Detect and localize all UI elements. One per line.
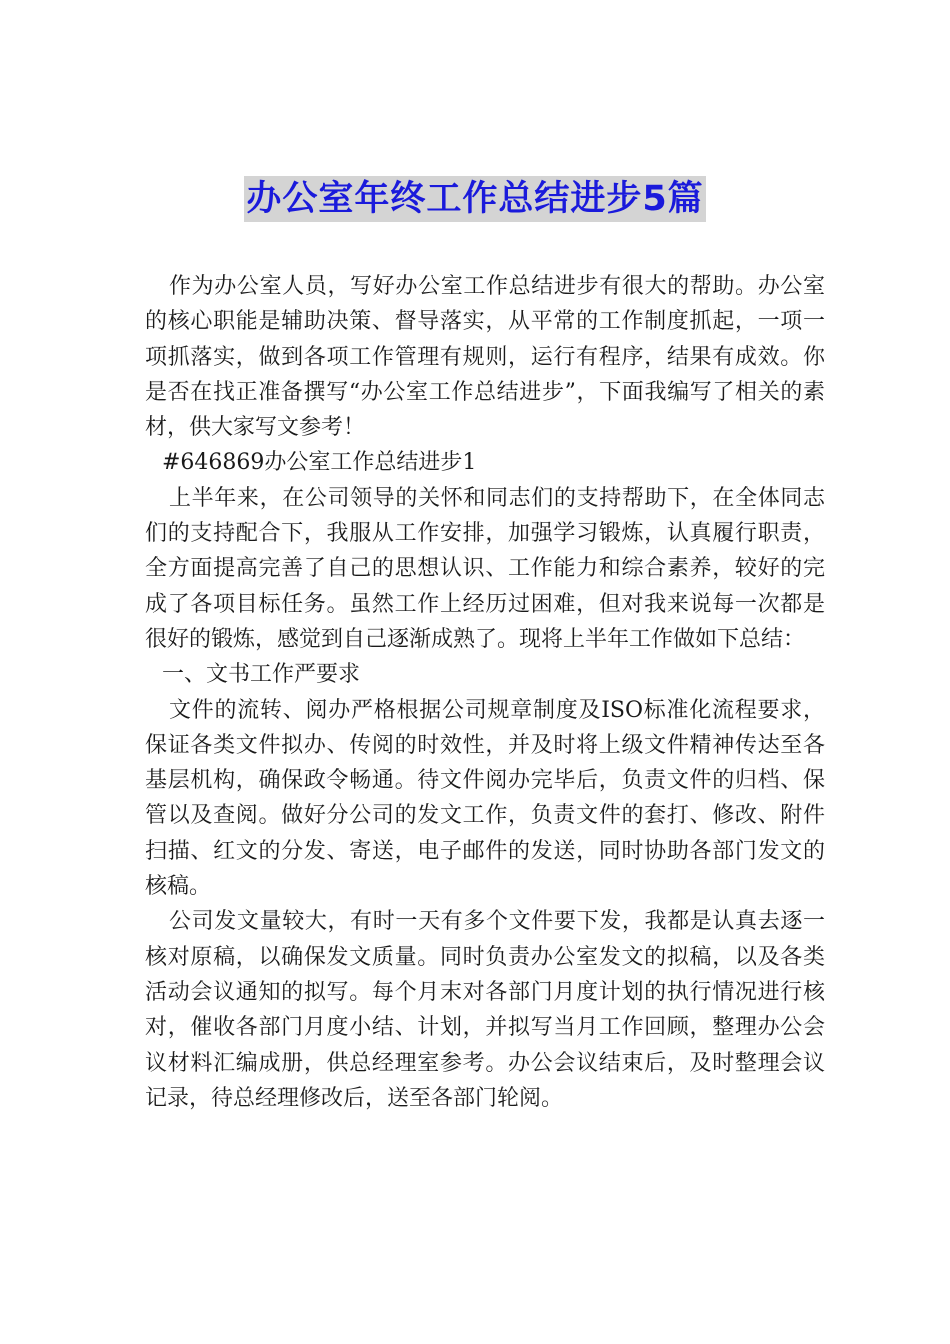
document-body: [145, 269, 825, 1116]
section-heading: #646869办公室工作总结进步1: [162, 450, 477, 476]
body-paragraph: 文件的流转、阅办严格根据公司规章制度及ISO标准化流程要求，保证各类文件拟办、传阅的时效性，并及时将上级文件精神传达至各基层机构，确保政令畅通。待文件阅办完毕后，负责文件的归档、保管以及查阅。做好分公司的发文工作，负责文件的套打、修改、附件扫描、红文的分发、寄送，电子邮件的发送，同时协助各部门发文的核稿。: [145, 697, 825, 900]
body-paragraph: 上半年来，在公司领导的关怀和同志们的支持帮助下，在全体同志们的支持配合下，我服从工作安排，加强学习锻炼，认真履行职责，全方面提高完善了自己的思想认识、工作能力和综合素养，较好的完成了各项目标任务。虽然工作上经历过困难，但对我来说每一次都是很好的锻炼，感觉到自己逐渐成熟了。现将上半年工作做如下总结：: [145, 485, 825, 652]
title-container: [0, 176, 950, 222]
body-paragraph: 公司发文量较大，有时一天有多个文件要下发，我都是认真去逐一核对原稿，以确保发文质量。同时负责办公室发文的拟稿，以及各类活动会议通知的拟写。每个月末对各部门月度计划的执行情况进行核对，催收各部门月度小结、计划，并拟写当月工作回顾，整理办公会议材料汇编成册，供总经理室参考。办公会议结束后，及时整理会议记录，待总经理修改后，送至各部门轮阅。: [145, 909, 825, 1111]
document-title: 办公室年终工作总结进步5篇: [244, 176, 705, 222]
subsection-heading: 一、文书工作严要求: [162, 662, 361, 688]
intro-paragraph: 作为办公室人员，写好办公室工作总结进步有很大的帮助。办公室的核心职能是辅助决策、督导落实，从平常的工作制度抓起，一项一项抓落实，做到各项工作管理有规则，运行有程序，结果有成效。你是否在找正准备撰写“办公室工作总结进步”，下面我编写了相关的素材，供大家写文参考！: [145, 274, 825, 441]
